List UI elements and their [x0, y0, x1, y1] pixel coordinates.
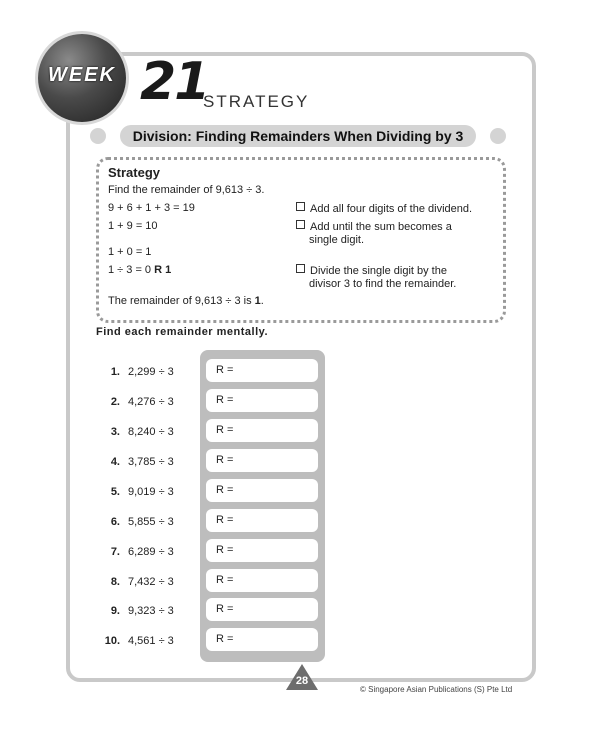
question-number: 2. — [110, 396, 120, 408]
page-title: Division: Finding Remainders When Dividing by 3 — [120, 125, 476, 147]
tip-text: Add until the sum becomes a — [310, 221, 452, 233]
strategy-step: 9 + 6 + 1 + 3 = 19 — [108, 202, 195, 214]
question-text: 3,785 ÷ 3 — [128, 456, 174, 468]
question-text: 9,323 ÷ 3 — [128, 605, 174, 617]
question-text: 8,240 ÷ 3 — [128, 426, 174, 438]
title-band — [90, 125, 506, 147]
question-number: 10. — [104, 635, 120, 647]
strategy-prompt: Find the remainder of 9,613 ÷ 3. — [108, 184, 265, 196]
question-number: 7. — [110, 546, 120, 558]
answer-box[interactable]: R = — [206, 598, 318, 621]
strategy-step: 1 + 0 = 1 — [108, 246, 152, 258]
strategy-conclusion — [108, 295, 264, 307]
final-step: 1 ÷ 3 = 0 — [108, 264, 152, 276]
question-text: 6,289 ÷ 3 — [128, 546, 174, 558]
conclusion-text: The remainder of 9,613 ÷ 3 is — [108, 295, 255, 307]
page-number: 28 — [295, 675, 309, 687]
title-dot — [490, 128, 506, 144]
title-dot — [90, 128, 106, 144]
strategy-step: 1 + 9 = 10 — [108, 220, 158, 232]
answer-box[interactable]: R = — [206, 509, 318, 532]
question-number: 3. — [110, 426, 120, 438]
final-remainder: R 1 — [154, 264, 172, 276]
question-number: 4. — [110, 456, 120, 468]
conclusion-end: . — [260, 295, 264, 307]
strategy-heading: Strategy — [108, 165, 161, 180]
strategy-tip — [296, 220, 452, 233]
week-label: WEEK — [48, 64, 116, 86]
question-number: 6. — [110, 516, 120, 528]
question-text: 2,299 ÷ 3 — [128, 366, 174, 378]
question-text: 4,561 ÷ 3 — [128, 635, 174, 647]
answer-box[interactable]: R = — [206, 389, 318, 412]
answer-box[interactable]: R = — [206, 359, 318, 382]
question-text: 9,019 ÷ 3 — [128, 486, 174, 498]
answer-box[interactable]: R = — [206, 449, 318, 472]
strategy-tip — [296, 264, 447, 277]
answer-box[interactable]: R = — [206, 479, 318, 502]
checkbox-icon — [296, 264, 305, 273]
answer-box[interactable]: R = — [206, 628, 318, 651]
question-number: 9. — [110, 605, 120, 617]
question-text: 7,432 ÷ 3 — [128, 576, 174, 588]
conclusion-value: 1 — [254, 295, 261, 307]
question-number: 8. — [110, 576, 120, 588]
answer-box[interactable]: R = — [206, 419, 318, 442]
tip-text: Add all four digits of the dividend. — [310, 203, 473, 215]
section-label: STRATEGY — [203, 92, 310, 111]
checkbox-icon — [296, 220, 305, 229]
week-number: 21 — [140, 52, 209, 112]
copyright: © Singapore Asian Publications (S) Pte Ltd — [360, 685, 513, 694]
question-text: 5,855 ÷ 3 — [128, 516, 174, 528]
strategy-tip-continued: single digit. — [309, 234, 365, 246]
question-text: 4,276 ÷ 3 — [128, 396, 174, 408]
answer-box[interactable]: R = — [206, 569, 318, 592]
checkbox-icon — [296, 202, 305, 211]
question-number: 1. — [110, 366, 120, 378]
answer-box[interactable]: R = — [206, 539, 318, 562]
strategy-tip-continued: divisor 3 to find the remainder. — [309, 278, 457, 290]
strategy-step — [108, 264, 171, 276]
question-number: 5. — [110, 486, 120, 498]
instruction: Find each remainder mentally. — [96, 326, 269, 338]
tip-text: Divide the single digit by the — [310, 265, 447, 277]
strategy-tip — [296, 202, 472, 215]
